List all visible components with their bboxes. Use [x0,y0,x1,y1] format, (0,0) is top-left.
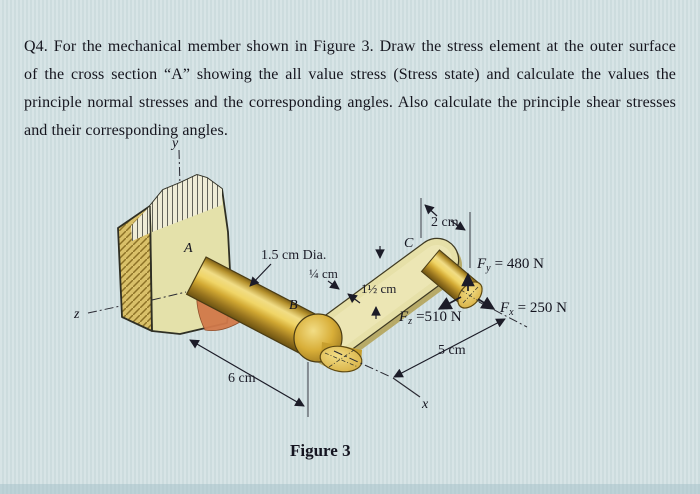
dim-bar-thickness-label: ¼ cm [309,266,338,281]
dim-length-ab [190,340,308,417]
dim-length-bc-label: 5 cm [438,343,466,358]
point-c-label: C [404,236,414,251]
z-axis-label: z [74,307,80,322]
dim-rod-diameter-label: 1.5 cm Dia. [261,248,327,263]
x-axis-label: x [422,397,429,412]
question-line: principle normal stresses and the corresponding angles. Also calculate the principle shear stresses [24,94,676,111]
question-line: of the cross section “A” showing the all value stress (Stress state) and calculate the values the [24,66,676,83]
y-axis-label: y [172,136,179,151]
dim-bar-width-label: 1½ cm [361,281,397,296]
force-fz-label: $F_z =510$ N [399,309,462,327]
question-line: and their corresponding angles. [24,122,228,139]
dim-offset-top-label: 2 cm [431,215,459,230]
force-fy-label: $F_y = 480$ N [477,256,544,274]
force-fx-label: $F_x = 250$ N [500,300,567,318]
photo-edge-shadow [0,484,700,494]
dim-length-ab-label: 6 cm [228,371,256,386]
question-line: Q4. For the mechanical member shown in Figure 3. Draw the stress element at the outer surface [24,38,676,55]
point-b-label: B [289,298,298,313]
dim-bar-thickness [309,266,360,303]
figure-caption: Figure 3 [290,441,351,460]
point-a-label: A [184,241,193,256]
